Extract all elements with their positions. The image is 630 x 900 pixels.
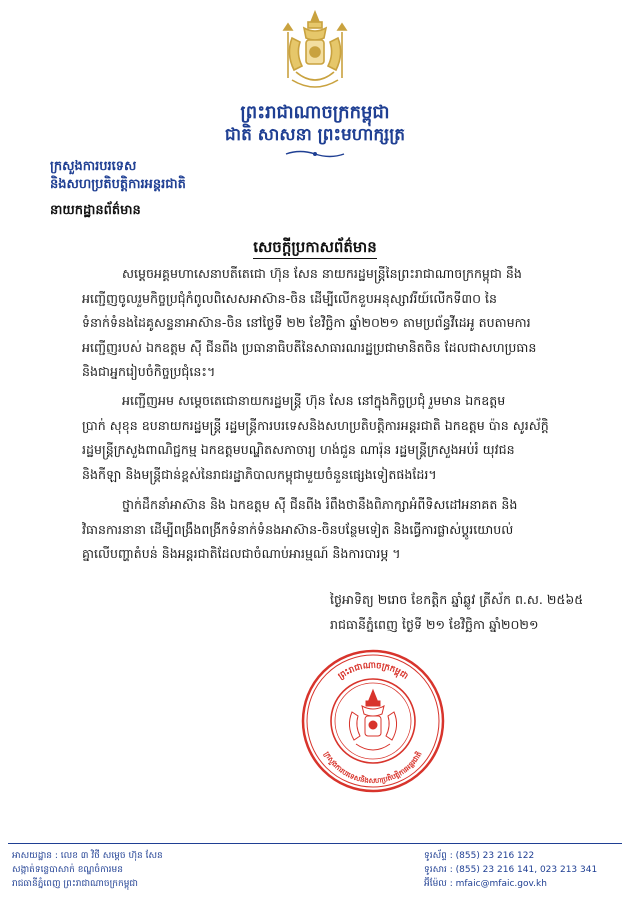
phone-label: ទូរស័ព្ទ : (424, 851, 453, 861)
footer-fax-row (424, 863, 624, 877)
paragraph-line: គ្នាលើបញ្ហាតំបន់ និងអន្តរជាតិដែលជាចំណាប់អារម្មណ៍ និងការបារម្ភ ។ (82, 546, 401, 561)
paragraph-line: សម្តេចអគ្គមហាសេនាបតីតេជោ ហ៊ុន សែន នាយករដ្ឋមន្ត្រីនៃព្រះរាជាណាចក្រកម្ពុជា នឹង (122, 266, 522, 281)
seal-bottom-text: ក្រសួងការបរទេសនិងសហប្រតិបត្តិការអន្តរជាតិ (322, 750, 424, 786)
paragraph-line: ប្រាក់ សុខុន ឧបនាយករដ្ឋមន្ត្រី រដ្ឋមន្ត្រីការបរទេសនិងសហប្រតិបត្តិការអន្តរជាតិ ឯកឧត្តម ប៉ាន សូរស័ក្តិ (82, 417, 549, 433)
document-title-text: សេចក្តីប្រកាសព័ត៌មាន (253, 238, 377, 259)
paragraph-line: វិធានការនានា ដើម្បីពង្រឹងពង្រីកទំនាក់ទំនងអាស៊ាន-ចិនបន្ថែមទៀត និងធ្វើការផ្លាស់ប្តូរយោបល់ (82, 521, 514, 537)
footer-phone-row (424, 849, 624, 863)
svg-text:ក្រសួងការបរទេសនិងសហប្រតិបត្តិក (322, 749, 423, 785)
fax-label: ទូរសារ : (424, 865, 453, 875)
address-line-2: សង្កាត់ទន្លេបាសាក់ ខណ្ឌចំការមន (12, 865, 123, 875)
seal-top-text: ព្រះរាជាណាចក្រកម្ពុជា (336, 660, 410, 682)
ministry-name-line2: និងសហប្រតិបត្តិការអន្តរជាតិ (50, 177, 186, 192)
paragraph-line: និងជាអ្នករៀបចំកិច្ចប្រជុំនេះ។ (82, 364, 216, 379)
paragraph-line: រដ្ឋមន្ត្រីក្រសួងពាណិជ្ជកម្ម ឯកឧត្តមបណ្ឌិតសភាចារ្យ ហង់ជួន ណារ៉ុន រដ្ឋមន្ត្រីក្រសួងអប់រំ យុវជន (82, 442, 515, 457)
paragraph-line: អញ្ជើញរបស់ ឯកឧត្តម ស៊ី ជីនពីង ប្រធានាធិបតីនៃសាធារណរដ្ឋប្រជាមានិតចិន ដែលជាសហប្រធាន (82, 339, 537, 355)
address-label: អាសយដ្ឋាន : (12, 851, 58, 861)
footer-email-row (424, 877, 624, 891)
paragraph-1 (82, 262, 596, 385)
email-label: អ៊ីម៉ែល : (424, 879, 453, 889)
ministry-name-line1: ក្រសួងការបរទេស (50, 159, 137, 174)
email-link[interactable]: mfaic@mfaic.gov.kh (455, 879, 547, 889)
paragraph-line: ទំនាក់ទំនងដៃគូសន្ទនាអាស៊ាន-ចិន នៅថ្ងៃទី ២២ ខែវិច្ឆិកា ឆ្នាំ២០២១ តាមប្រព័ន្ធវីដេអូ តបតាមការ (82, 315, 531, 330)
lunar-date: ថ្ងៃអាទិត្យ ២រោច ខែកត្តិក ឆ្នាំឆ្លូវ ត្រីស័ក ព.ស. ២៥៦៥ (330, 592, 584, 607)
paragraph-2 (82, 389, 596, 487)
document-title (0, 238, 630, 260)
footer-contacts (424, 849, 624, 891)
ornament-divider-icon (284, 149, 346, 159)
phone-value: (855) 23 216 122 (455, 851, 535, 861)
address-line-3: រាជធានីភ្នំពេញ ព្រះរាជាណាចក្រកម្ពុជា (12, 879, 138, 889)
department-name: នាយកដ្ឋានព័ត៌មាន (50, 203, 141, 218)
footer-divider (8, 843, 622, 844)
paragraph-3 (82, 493, 596, 567)
royal-emblem-icon (278, 8, 352, 94)
national-motto: ជាតិ សាសនា ព្រះមហាក្សត្រ (224, 125, 406, 145)
fax-value: (855) 23 216 141, 023 213 341 (455, 865, 598, 875)
footer-address-row (12, 849, 372, 863)
paragraph-line: អញ្ជើញចូលរួមកិច្ចប្រជុំកំពូលពិសេសអាស៊ាន-ចិន ដើម្បីលើកខួបអនុស្សាវរីយ៍លើកទី៣០ នៃ (82, 290, 498, 306)
paragraph-line: និងកីឡា និងមន្ត្រីជាន់ខ្ពស់នៃរាជរដ្ឋាភិបាលកម្ពុជាមួយចំនួនផ្សេងទៀតផងដែរ។ (82, 466, 437, 482)
kingdom-title: ព្រះរាជាណាចក្រកម្ពុជា (240, 102, 390, 123)
ministry-seal-icon (300, 648, 446, 794)
address-line-1: លេខ ៣ វិថី សម្តេច ហ៊ុន សែន (60, 851, 163, 861)
footer-address (12, 849, 372, 891)
solar-date: រាជធានីភ្នំពេញ ថ្ងៃទី ២១ ខែវិច្ឆិកា ឆ្នាំ២០២១ (330, 617, 539, 632)
paragraph-line: អញ្ជើញអម សម្តេចតេជោនាយករដ្ឋមន្ត្រី ហ៊ុន សែន នៅក្នុងកិច្ចប្រជុំ រួមមាន ឯកឧត្តម (122, 393, 506, 408)
paragraph-line: ថ្នាក់ដឹកនាំអាស៊ាន និង ឯកឧត្តម ស៊ី ជីនពីង រំពឹងថានឹងពិភាក្សាអំពីទិសដៅអនាគត និង (122, 497, 518, 512)
